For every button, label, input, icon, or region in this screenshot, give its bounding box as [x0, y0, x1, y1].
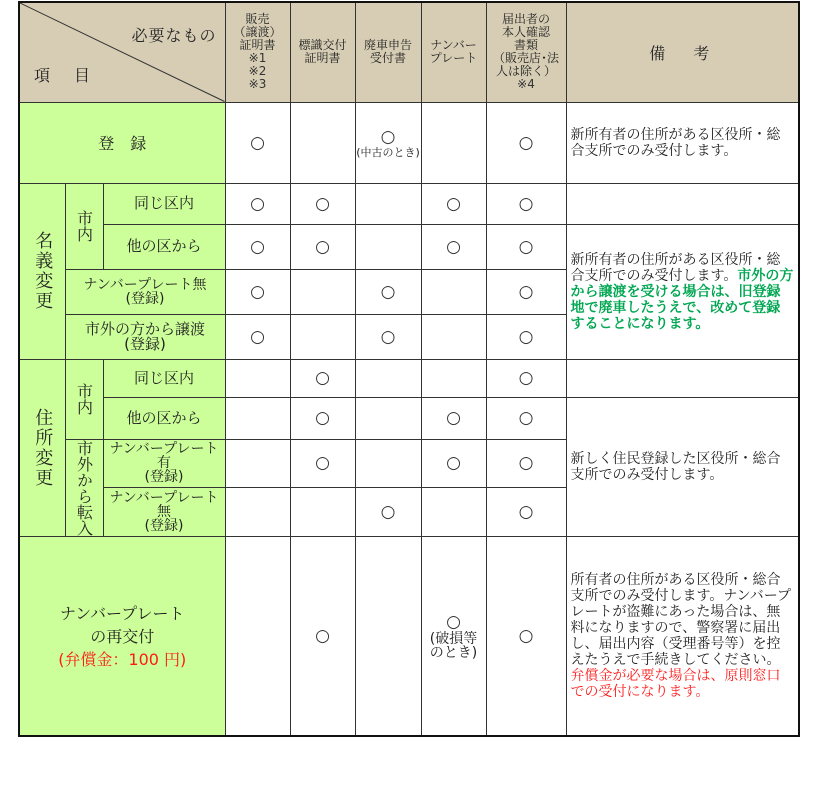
header-text: 標識交付 [298, 38, 347, 53]
header-text: 書類 [513, 38, 538, 53]
row-label-registration: 登 録 [19, 102, 225, 183]
mark-cell: ○ [486, 536, 566, 736]
header-text: 証明書 [239, 38, 276, 53]
header-text: （譲渡） [233, 25, 282, 40]
mark-cell: ○ [421, 439, 486, 488]
header-text: 販売 [245, 12, 270, 27]
row-label [103, 488, 225, 537]
requirements-table [18, 1, 800, 737]
header-note: ※4 [517, 77, 535, 92]
sub-label-text: 市外から転入 [74, 439, 94, 536]
label-line: (登録) [125, 290, 165, 307]
sub-label-city [65, 183, 103, 269]
mark-cell: ○ [290, 439, 355, 488]
empty-cell [421, 269, 486, 314]
mark-cell: ○ [486, 439, 566, 488]
header-text: プレート [429, 51, 478, 66]
header-scrap-receipt [355, 2, 421, 102]
label-line: の再交付 [90, 627, 155, 647]
mark-cell-with-note [421, 536, 486, 736]
mark-cell: ○ [486, 314, 566, 359]
mark-cell: ○ [486, 397, 566, 439]
mark-cell: ○ [290, 224, 355, 269]
remarks-text: 新所有者の住所がある区役所・総合支所でのみ受付します。 [570, 251, 781, 284]
label-line: (登録) [124, 334, 166, 353]
header-text: （販売店･法 [492, 51, 559, 66]
row-label: 他の区から [103, 224, 225, 269]
mark-cell: ○ [225, 314, 290, 359]
row-label: 同じ区内 [103, 183, 225, 224]
row-label [103, 439, 225, 488]
remarks-warning: 弁償金が必要な場合は、原則窓口での受付になります。 [570, 667, 781, 700]
empty-cell [225, 359, 290, 397]
empty-cell [290, 314, 355, 359]
header-required-items: 必要なもの [131, 26, 217, 45]
header-corner-cell [19, 2, 225, 102]
mark: ○ [446, 611, 461, 632]
row-label: 他の区から [103, 397, 225, 439]
empty-cell [225, 439, 290, 488]
requirements-document [18, 1, 800, 737]
label-line: (登録) [144, 469, 184, 486]
mark-cell: ○ [290, 359, 355, 397]
header-items: 項 目 [34, 65, 95, 85]
mark-cell: ○ [421, 224, 486, 269]
remarks-empty [566, 359, 799, 397]
row-name-change-other-ward [19, 224, 799, 269]
row-label-plate-reissue [19, 536, 225, 736]
header-text: 届出者の [501, 12, 550, 27]
header-text: 証明書 [304, 51, 341, 66]
group-label-name-change [19, 183, 65, 359]
header-note: ※1 [248, 51, 267, 66]
mark: ○ [380, 126, 396, 147]
mark-condition: (破損等 [429, 630, 478, 647]
empty-cell [355, 536, 421, 736]
header-sign-certificate [290, 2, 355, 102]
empty-cell [355, 224, 421, 269]
remarks-empty [566, 183, 799, 224]
mark-condition: (中古のとき) [356, 145, 420, 159]
mark-cell: ○ [486, 224, 566, 269]
group-label-text: 名義変更 [32, 231, 54, 311]
mark-cell: ○ [486, 183, 566, 224]
mark-cell: ○ [290, 397, 355, 439]
group-label-text: 住所変更 [32, 407, 54, 488]
group-label-address-change [19, 359, 65, 536]
remarks-address-change: 新しく住民登録した区役所・総合支所でのみ受付します。 [566, 397, 799, 536]
row-label [65, 314, 225, 359]
remarks-registration: 新所有者の住所がある区役所・総合支所でのみ受付します。 [566, 102, 799, 183]
empty-cell [355, 397, 421, 439]
mark-cell: ○ [225, 224, 290, 269]
header-identity-docs [486, 2, 566, 102]
header-number-plate [421, 2, 486, 102]
header-remarks: 備 考 [566, 2, 799, 102]
mark-cell: ○ [486, 102, 566, 183]
row-label [65, 269, 225, 314]
header-text: 人は除く） [495, 64, 556, 79]
empty-cell [290, 488, 355, 537]
mark-cell: ○ [225, 102, 290, 183]
empty-cell [225, 488, 290, 537]
sub-label-text: 市内 [74, 383, 94, 415]
row-address-change-other-ward [19, 397, 799, 439]
row-name-change-same-ward [19, 183, 799, 224]
empty-cell [355, 183, 421, 224]
remarks-text: 所有者の住所がある区役所・総合支所でのみ受付します。ナンバープレートが盗難にあった場合は、無料になりますので、警察署に届出し、届出内容（受理番号等）を控えたうえで手続きしてください。 [570, 571, 791, 668]
sub-label-outside [65, 439, 103, 536]
mark-cell: ○ [486, 269, 566, 314]
mark-cell: ○ [225, 183, 290, 224]
header-text: 受付書 [369, 51, 406, 66]
label-line: (登録) [144, 517, 184, 534]
empty-cell [421, 314, 486, 359]
header-text: 廃車申告 [363, 38, 412, 53]
remarks-plate-reissue [566, 536, 799, 736]
mark-cell: ○ [486, 359, 566, 397]
remarks-highlight: 市外の方から譲渡を受ける場合は、旧登録地で廃車したうえで、改めて登録することになります。 [570, 267, 794, 332]
empty-cell [355, 439, 421, 488]
reissue-fee: (弁償金：100 円) [58, 650, 187, 670]
mark-cell-with-note [355, 102, 421, 183]
mark-cell: ○ [225, 269, 290, 314]
mark-condition: のとき) [429, 644, 478, 661]
empty-cell [290, 102, 355, 183]
sub-label-text: 市内 [74, 210, 94, 242]
row-plate-reissue [19, 536, 799, 736]
mark-cell: ○ [290, 536, 355, 736]
diagonal-line [20, 3, 225, 102]
header-sales-certificate [225, 2, 290, 102]
empty-cell [355, 359, 421, 397]
mark-cell: ○ [355, 314, 421, 359]
empty-cell [225, 536, 290, 736]
mark-cell: ○ [355, 269, 421, 314]
mark-cell: ○ [290, 183, 355, 224]
empty-cell [225, 397, 290, 439]
empty-cell [421, 488, 486, 537]
sub-label-city [65, 359, 103, 439]
row-registration [19, 102, 799, 183]
empty-cell [290, 269, 355, 314]
mark-cell: ○ [486, 488, 566, 537]
label-line: ナンバープレート有 [109, 441, 219, 472]
mark-cell: ○ [421, 397, 486, 439]
header-text: 本人確認 [501, 25, 550, 40]
empty-cell [421, 102, 486, 183]
empty-cell [421, 359, 486, 397]
label-line: ナンバープレート無 [83, 276, 207, 293]
header-note: ※2 [248, 64, 267, 79]
label-line: 市外の方から譲渡 [84, 319, 205, 338]
header-note: ※3 [248, 77, 267, 92]
remarks-name-change [566, 224, 799, 359]
mark-cell: ○ [421, 183, 486, 224]
row-address-change-same-ward [19, 359, 799, 397]
label-line: ナンバープレート無 [109, 489, 219, 520]
mark-cell: ○ [355, 488, 421, 537]
header-text: ナンバー [430, 38, 477, 53]
header-row [19, 2, 799, 102]
label-line: ナンバープレート [59, 604, 185, 624]
row-label: 同じ区内 [103, 359, 225, 397]
